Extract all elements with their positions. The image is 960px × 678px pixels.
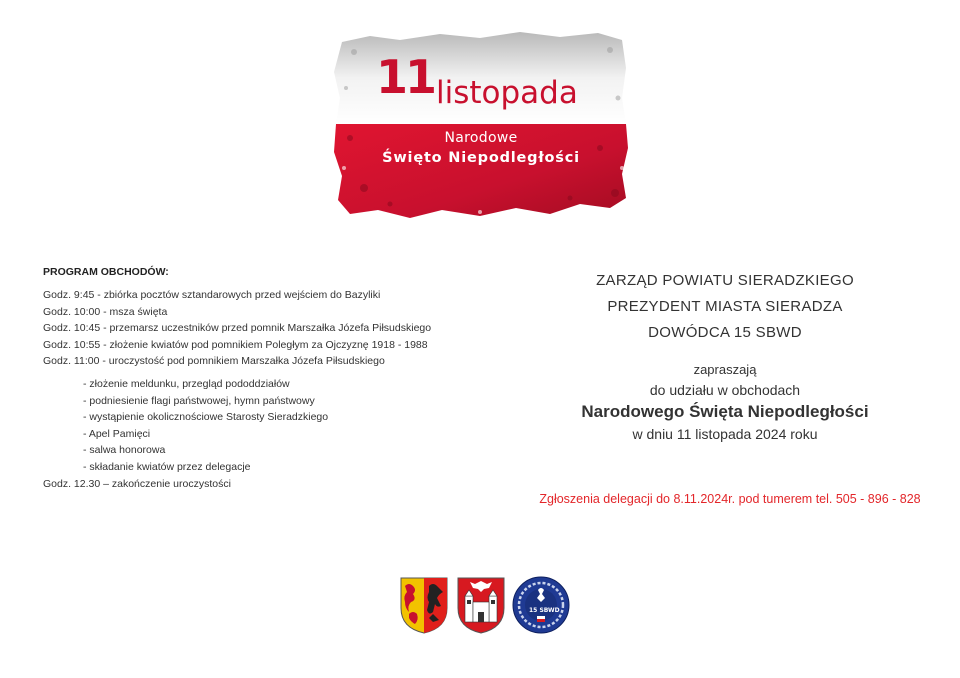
invite-verb: zapraszają bbox=[693, 362, 757, 377]
brigade-badge-label: 15 SBWD bbox=[529, 607, 560, 614]
program-sublist bbox=[83, 376, 513, 476]
city-coat-of-arms-icon bbox=[456, 576, 506, 634]
invite-date: w dniu 11 listopada 2024 roku bbox=[632, 426, 818, 442]
invitation-section bbox=[530, 268, 920, 444]
program-title: PROGRAM OBCHODÓW: bbox=[43, 266, 169, 278]
program-section bbox=[43, 266, 513, 492]
county-coat-of-arms-icon bbox=[399, 576, 449, 634]
program-item: Godz. 11:00 - uroczystość pod pomnikiem Marszałka Józefa Piłsudskiego bbox=[43, 355, 385, 368]
program-subitem: - złożenie meldunku, przegląd pododdziałów bbox=[83, 377, 290, 390]
banner-day: 11 bbox=[376, 50, 435, 104]
emblems-row bbox=[399, 576, 571, 636]
banner-month: listopada bbox=[436, 75, 578, 111]
program-subitem: - podniesienie flagi państwowej, hymn państwowy bbox=[83, 394, 315, 407]
program-subitem: - Apel Pamięci bbox=[83, 427, 151, 440]
organizer-county-board: ZARZĄD POWIATU SIERADZKIEGO bbox=[596, 272, 854, 289]
program-end-item: Godz. 12.30 – zakończenie uroczystości bbox=[43, 477, 231, 490]
program-item: Godz. 10:00 - msza święta bbox=[43, 305, 168, 318]
program-subitem: - składanie kwiatów przez delegacje bbox=[83, 460, 251, 473]
program-item: Godz. 9:45 - zbiórka pocztów sztandarowych przed wejściem do Bazyliki bbox=[43, 289, 381, 301]
program-item: Godz. 10:55 - złożenie kwiatów pod pomnikiem Poległym za Ojczyznę 1918 - 1988 bbox=[43, 338, 428, 351]
program-item: Godz. 10:45 - przemarsz uczestników przed pomnik Marszałka Józefa Piłsudskiego bbox=[43, 322, 432, 335]
organizer-brigade-commander: DOWÓDCA 15 SBWD bbox=[648, 324, 802, 341]
brigade-badge-icon bbox=[512, 576, 570, 634]
invite-participation: do udziału w obchodach bbox=[649, 382, 801, 398]
invite-event-name: Narodowego Święta Niepodległości bbox=[581, 402, 869, 421]
organizer-city-mayor: PREZYDENT MIASTA SIERADZA bbox=[607, 298, 843, 315]
program-subitem: - salwa honorowa bbox=[83, 444, 166, 457]
banner-subtitle: Narodowe bbox=[444, 130, 518, 146]
independence-day-banner bbox=[330, 28, 632, 222]
delegation-notice: Zgłoszenia delegacji do 8.11.2024r. pod tumerem tel. 505 - 896 - 828 bbox=[539, 492, 921, 506]
program-subitem: - wystąpienie okolicznościowe Starosty Sieradzkiego bbox=[83, 411, 329, 424]
banner-holiday-name: Święto Niepodległości bbox=[382, 150, 580, 166]
